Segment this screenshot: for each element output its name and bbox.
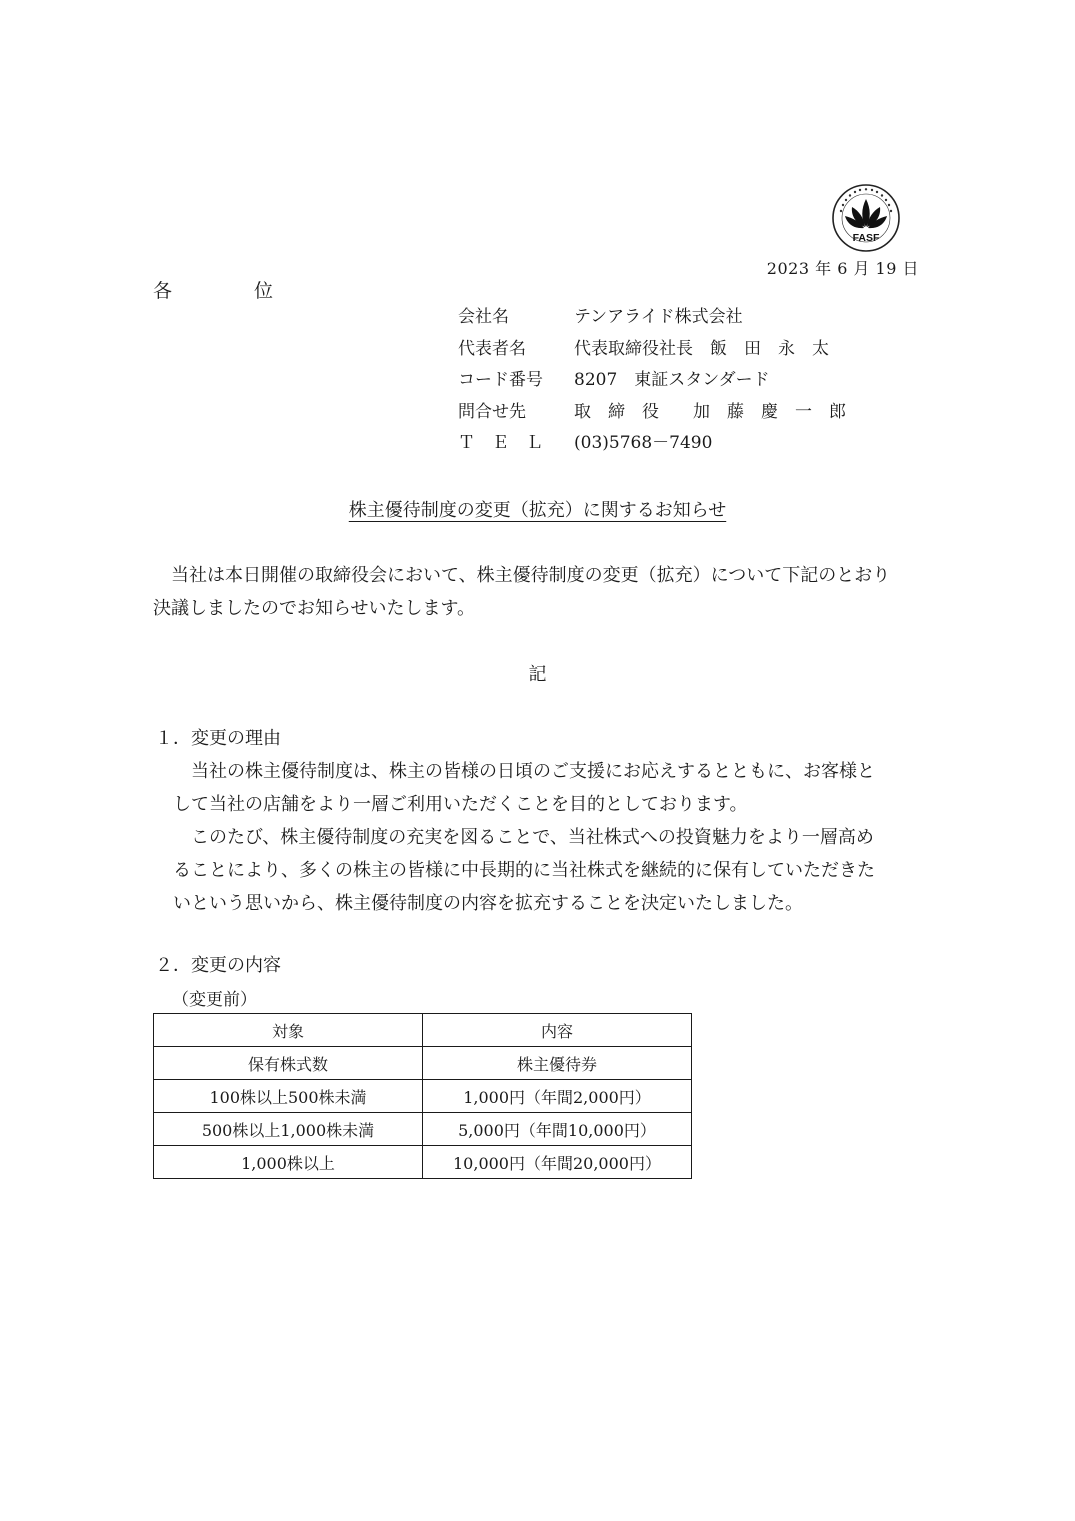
section1-line: いという思いから、株主優待制度の内容を拡充することを決定いたしました。 xyxy=(173,893,803,914)
table-header-cell: 内容 xyxy=(423,1014,692,1047)
table-subheader-row xyxy=(154,1047,692,1080)
info-label: コード番号 xyxy=(458,370,543,390)
company-name-row xyxy=(458,302,846,334)
info-label: 代表者名 xyxy=(458,338,526,359)
table-row xyxy=(154,1146,692,1179)
info-value: 8207 東証スタンダード xyxy=(574,370,770,390)
info-value: 代表取締役社長 飯 田 永 太 xyxy=(574,338,829,359)
intro-paragraph xyxy=(153,559,890,625)
table-cell: 1,000株以上 xyxy=(154,1146,423,1179)
info-label: Ｔ Ｅ Ｌ xyxy=(458,433,543,453)
section1-line: このたび、株主優待制度の充実を図ることで、当社株式への投資魅力をより一層高め xyxy=(173,827,874,848)
table-subheader-cell: 保有株式数 xyxy=(154,1047,423,1080)
before-change-label: （変更前） xyxy=(172,990,257,1010)
table-cell: 100株以上500株未満 xyxy=(154,1080,423,1113)
section1-line: して当社の店舗をより一層ご利用いただくことを目的としております。 xyxy=(173,794,748,815)
info-label: 問合せ先 xyxy=(458,401,526,422)
table-cell: 10,000円（年間20,000円） xyxy=(423,1146,692,1179)
info-value: テンアライド株式会社 xyxy=(574,307,743,327)
table-header-row xyxy=(154,1014,692,1047)
representative-row xyxy=(458,334,846,366)
table-subheader-cell: 株主優待券 xyxy=(423,1047,692,1080)
table-cell: 500株以上1,000株未満 xyxy=(154,1113,423,1146)
section1-line: 当社の株主優待制度は、株主の皆様の日頃のご支援にお応えするとともに、お客様と xyxy=(173,761,875,782)
tel-row xyxy=(458,428,846,460)
company-info xyxy=(458,302,846,460)
table-row xyxy=(154,1113,692,1146)
benefit-table xyxy=(153,1013,692,1179)
document-title-text: 株主優待制度の変更（拡充）に関するお知らせ xyxy=(348,500,727,521)
logo-text: FASF xyxy=(852,232,880,244)
code-row xyxy=(458,365,846,397)
section2-heading: ２．変更の内容 xyxy=(155,955,281,976)
addressee: 各 位 xyxy=(153,280,312,302)
document-date: 2023 年 6 月 19 日 xyxy=(766,259,919,278)
intro-line: 当社は本日開催の取締役会において、株主優待制度の変更（拡充）について下記のとおり xyxy=(153,565,891,586)
info-value: (03)5768－7490 xyxy=(574,433,713,453)
fasf-logo xyxy=(831,183,901,253)
intro-line: 決議しましたのでお知らせいたします。 xyxy=(153,598,476,619)
section1-heading: １．変更の理由 xyxy=(155,728,281,749)
section1-body xyxy=(173,755,875,920)
section1-line: ることにより、多くの株主の皆様に中長期的に当社株式を継続的に保有していただきた xyxy=(173,860,875,881)
fasf-logo-mark xyxy=(831,183,901,253)
table-row xyxy=(154,1080,692,1113)
table-header-cell: 対象 xyxy=(154,1014,423,1047)
document-title xyxy=(0,496,1075,522)
info-value: 取 締 役 加 藤 慶 一 郎 xyxy=(574,401,846,422)
table-cell: 5,000円（年間10,000円） xyxy=(423,1113,692,1146)
info-label: 会社名 xyxy=(458,307,509,327)
ki-marker: 記 xyxy=(528,664,547,685)
table-cell: 1,000円（年間2,000円） xyxy=(423,1080,692,1113)
contact-row xyxy=(458,397,846,429)
